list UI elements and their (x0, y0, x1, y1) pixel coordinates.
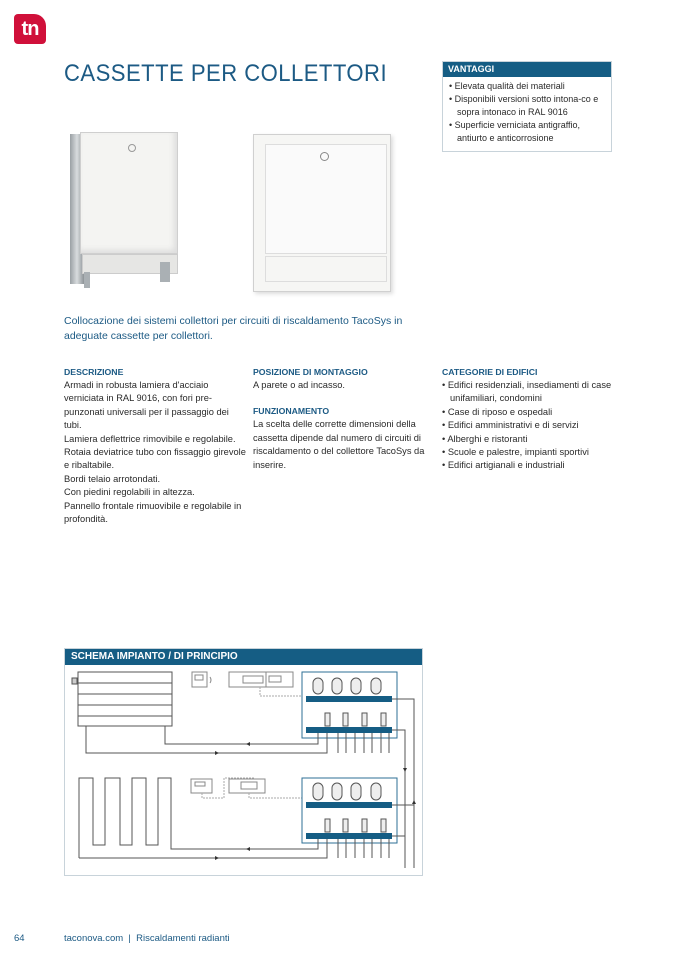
descrizione-paragraph: Armadi in robusta lamiera d'acciaio verniciata in RAL 9016, con fori pre-punzonati universali per il passaggio dei tubi. (64, 380, 229, 431)
product-image-recessed-cabinet (70, 128, 178, 292)
posizione-section (253, 366, 435, 472)
controller-icon (229, 672, 293, 687)
categorie-item: • Edifici residenziali, insediamenti di case unifamiliari, condomini (442, 379, 617, 406)
vantaggi-box (442, 61, 612, 152)
radiator (72, 672, 172, 726)
posizione-heading: POSIZIONE DI MONTAGGIO (253, 367, 368, 377)
vantaggi-item: • Superficie verniciata antigraffio, antiurto e anticorrosione (449, 119, 611, 145)
thermostat-icon (192, 672, 211, 687)
categorie-item: • Edifici artigianali e industriali (442, 459, 617, 472)
descrizione-paragraph: Pannello frontale rimuovibile e regolabile in profondità. (64, 500, 242, 525)
page-number: 64 (14, 933, 25, 944)
posizione-text: A parete o ad incasso. (253, 380, 345, 390)
categorie-item: • Alberghi e ristoranti (442, 433, 617, 446)
manifold-1 (302, 672, 397, 738)
descrizione-paragraph: Bordi telaio arrotondati. (64, 473, 161, 484)
descrizione-paragraph: Lamiera deflettrice rimovibile e regolabile. Rotaia deviatrice tubo con fissaggio girevole e ribaltabile. (64, 433, 246, 471)
vantaggi-heading: VANTAGGI (443, 62, 611, 77)
intro-text: Collocazione dei sistemi collettori per circuiti di riscaldamento TacoSys in adeguate cassette per collettori. (64, 315, 403, 342)
controller-icon (229, 779, 265, 793)
categorie-heading: CATEGORIE DI EDIFICI (442, 367, 538, 377)
manifold-2 (302, 778, 397, 843)
brand-logo: tn (14, 14, 46, 44)
vantaggi-item: • Elevata qualità dei materiali (449, 80, 611, 93)
system-schematic-diagram (64, 664, 423, 876)
product-image-surface-cabinet (253, 134, 393, 292)
vantaggi-item: • Disponibili versioni sotto intona-co e sopra intonaco in RAL 9016 (449, 93, 611, 119)
funzionamento-text: La scelta delle corrette dimensioni della cassetta dipende dal numero di circuiti di riscaldamento o del collettore TacoSys da inserire. (253, 419, 425, 470)
thermostat-icon (191, 779, 212, 793)
categorie-item: • Case di riposo e ospedali (442, 406, 617, 419)
descrizione-paragraph: Con piedini regolabili in altezza. (64, 487, 195, 498)
categorie-item: • Edifici amministrativi e di servizi (442, 419, 617, 432)
categorie-section (442, 366, 617, 473)
descrizione-section (64, 366, 246, 526)
funzionamento-heading: FUNZIONAMENTO (253, 406, 330, 417)
footer-text: taconova.com | Riscaldamenti radianti (64, 933, 230, 944)
descrizione-heading: DESCRIZIONE (64, 367, 124, 377)
schema-heading: SCHEMA IMPIANTO / DI PRINCIPIO (65, 649, 422, 665)
page-title: CASSETTE PER COLLETTORI (64, 60, 388, 87)
categorie-item: • Scuole e palestre, impianti sportivi (442, 446, 617, 459)
